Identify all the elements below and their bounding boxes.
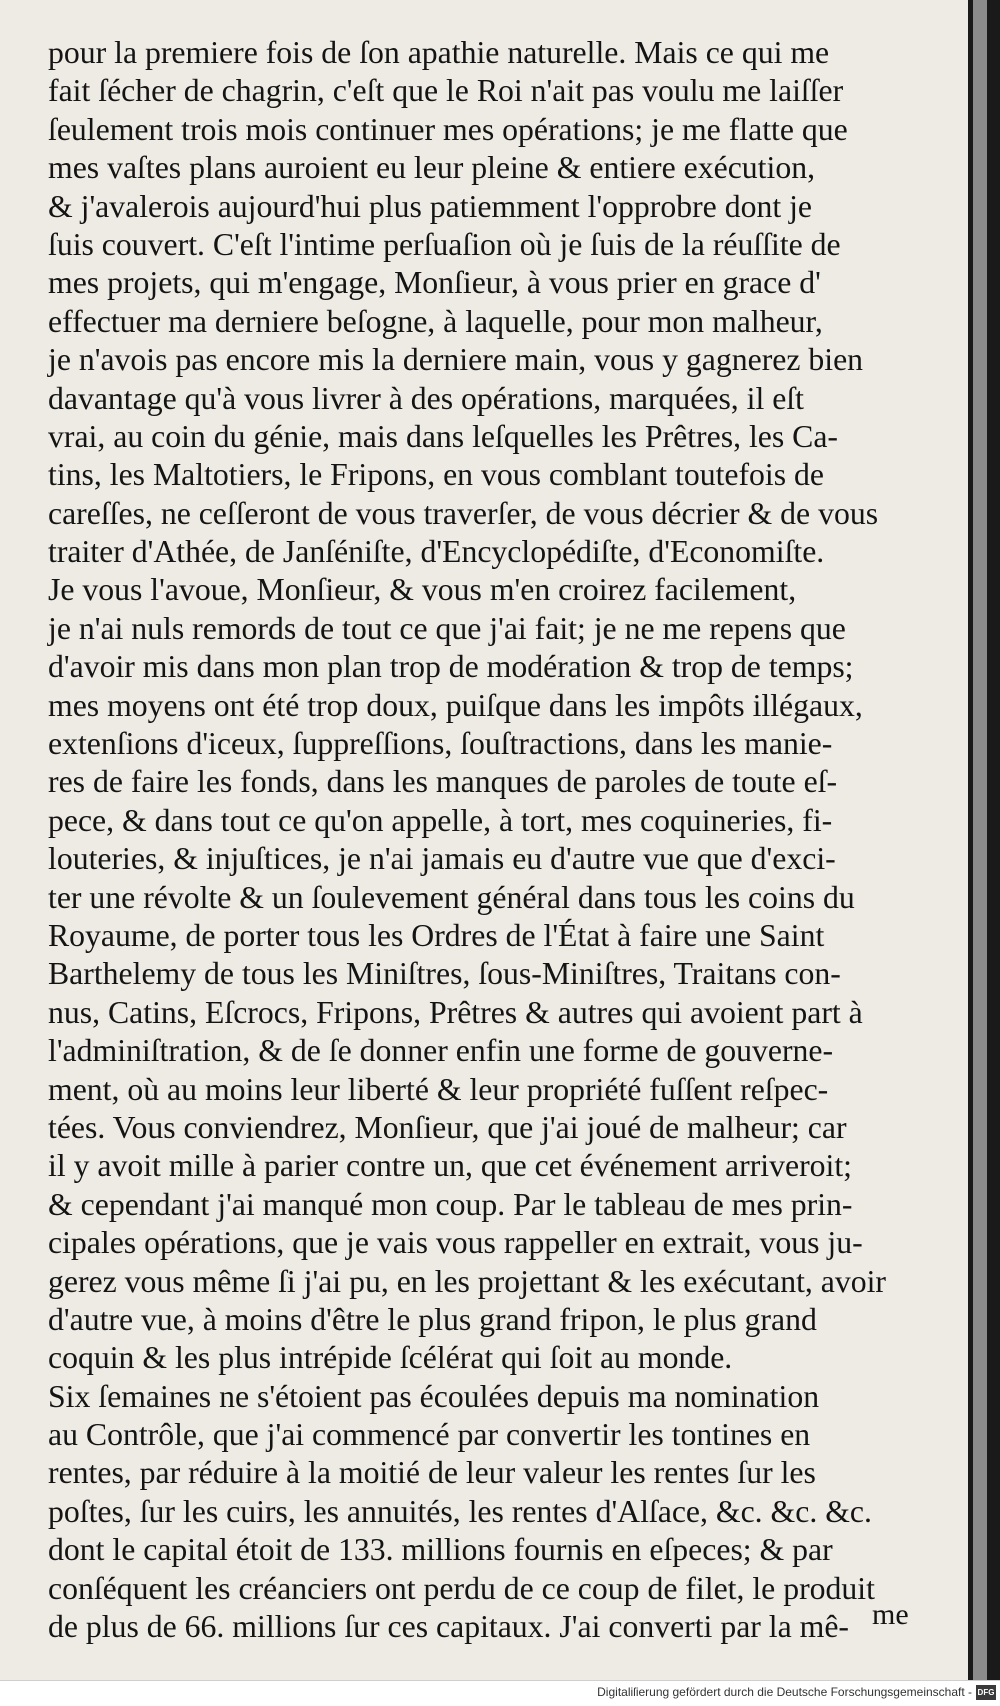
- text-line: extenſions d'iceux, ſuppreſſions, ſouſtractions, dans les manie-: [48, 726, 833, 762]
- text-line: coquin & les plus intrépide ſcélérat qui ſoit au monde.: [48, 1340, 733, 1376]
- text-line: fait ſécher de chagrin, c'eſt que le Roi n'ait pas voulu me laiſſer: [48, 73, 844, 109]
- text-line: rentes, par réduire à la moitié de leur valeur les rentes ſur les: [48, 1455, 816, 1491]
- footer-bar: [0, 1680, 1000, 1706]
- text-line: res de faire les fonds, dans les manques de paroles de toute eſ-: [48, 764, 838, 800]
- text-line: mes vaſtes plans auroient eu leur pleine & entiere exécution,: [48, 150, 816, 186]
- text-line: d'avoir mis dans mon plan trop de modération & trop de temps;: [48, 649, 854, 685]
- text-line: Six ſemaines ne s'étoient pas écoulées depuis ma nomination: [48, 1378, 820, 1414]
- text-line: Royaume, de porter tous les Ordres de l'État à faire une Saint: [48, 917, 825, 953]
- text-line: je n'avois pas encore mis la derniere main, vous y gagnerez bien: [48, 342, 864, 378]
- text-line: tées. Vous conviendrez, Monſieur, que j'ai joué de malheur; car: [48, 1109, 847, 1145]
- body-text: [48, 34, 960, 1646]
- text-line: cipales opérations, que je vais vous rappeller en extrait, vous ju-: [48, 1225, 863, 1261]
- text-line: & j'avalerois aujourd'hui plus patiemment l'opprobre dont je: [48, 188, 812, 224]
- text-line: ter une révolte & un ſoulevement général dans tous les coins du: [48, 879, 855, 915]
- dfg-logo-icon: DFG: [976, 1685, 996, 1700]
- text-line: ſeulement trois mois continuer mes opérations; je me flatte que: [48, 111, 848, 147]
- text-line: nus, Catins, Eſcrocs, Fripons, Prêtres & autres qui avoient part à: [48, 994, 863, 1030]
- text-line: l'adminiſtration, & de ſe donner enfin une forme de gouverne-: [48, 1033, 834, 1069]
- text-line: pour la premiere fois de ſon apathie naturelle. Mais ce qui me: [48, 35, 830, 70]
- text-line: Barthelemy de tous les Miniſtres, ſous-Miniſtres, Traitans con-: [48, 956, 841, 992]
- text-line: de plus de 66. millions ſur ces capitaux. J'ai converti par la mê-: [48, 1609, 850, 1645]
- text-line: careſſes, ne ceſſeront de vous traverſer, de vous décrier & de vous: [48, 495, 879, 531]
- text-line: louteries, & injuſtices, je n'ai jamais eu d'autre vue que d'exci-: [48, 841, 836, 877]
- text-line: effectuer ma derniere beſogne, à laquelle, pour mon malheur,: [48, 303, 823, 339]
- text-line: tins, les Maltotiers, le Fripons, en vous comblant toutefois de: [48, 457, 825, 493]
- text-line: il y avoit mille à parier contre un, que cet événement arriveroit;: [48, 1148, 852, 1184]
- page-edge-gutter: [973, 0, 987, 1705]
- catchword: me: [872, 1598, 909, 1631]
- text-line: au Contrôle, que j'ai commencé par convertir les tontines en: [48, 1417, 811, 1453]
- text-line: dont le capital étoit de 133. millions fournis en eſpeces; & par: [48, 1532, 833, 1568]
- footer-credit: Digitaliſierung gefördert durch die Deutsche Forschungsgemeinschaft -: [597, 1685, 972, 1699]
- text-line: davantage qu'à vous livrer à des opérations, marquées, il eſt: [48, 380, 805, 416]
- text-line: mes projets, qui m'engage, Monſieur, à vous prier en grace d': [48, 265, 821, 301]
- text-line: mes moyens ont été trop doux, puiſque dans les impôts illégaux,: [48, 687, 863, 723]
- text-line: traiter d'Athée, de Janſéniſte, d'Encyclopédiſte, d'Economiſte.: [48, 534, 825, 570]
- text-line: je n'ai nuls remords de tout ce que j'ai fait; je ne me repens que: [48, 610, 846, 646]
- text-line: d'autre vue, à moins d'être le plus grand fripon, le plus grand: [48, 1301, 817, 1337]
- text-line: ſuis couvert. C'eſt l'intime perſuaſion où je ſuis de la réuſſite de: [48, 226, 841, 262]
- text-line: poſtes, ſur les cuirs, les annuités, les rentes d'Alſace, &c. &c. &c.: [48, 1493, 872, 1529]
- text-line: conſéquent les créanciers ont perdu de ce coup de filet, le produit: [48, 1570, 875, 1606]
- text-line: Je vous l'avoue, Monſieur, & vous m'en croirez facilement,: [48, 572, 797, 608]
- text-line: pece, & dans tout ce qu'on appelle, à tort, mes coquineries, fi-: [48, 802, 833, 838]
- text-line: ment, où au moins leur liberté & leur propriété fuſſent reſpec-: [48, 1071, 829, 1107]
- text-line: vrai, au coin du génie, mais dans leſquelles les Prêtres, les Ca-: [48, 418, 838, 454]
- text-line: gerez vous même ſi j'ai pu, en les projettant & les exécutant, avoir: [48, 1263, 886, 1299]
- text-line: & cependant j'ai manqué mon coup. Par le tableau de mes prin-: [48, 1186, 853, 1222]
